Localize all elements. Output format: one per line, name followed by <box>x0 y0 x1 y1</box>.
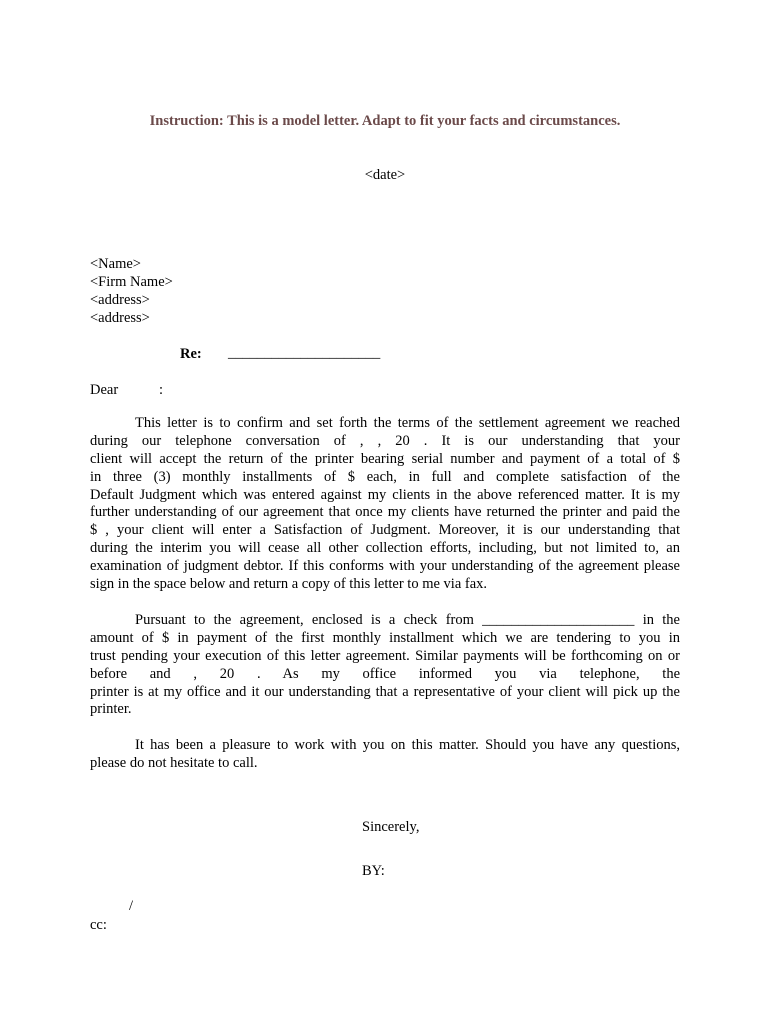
paragraph-1-line: further understanding of our agreement that once my clients have returned the printer and paid the <box>90 504 680 521</box>
cc-label: cc: <box>90 917 107 933</box>
paragraph-1-line: examination of judgment debtor. If this conforms with your understanding of the agreement please <box>90 558 680 575</box>
salutation-colon: : <box>159 382 164 398</box>
paragraph-1-line: client will accept the return of the printer bearing serial number and payment of a total of $ <box>90 450 680 467</box>
paragraph-2-line: amount of $ in payment of the first monthly installment which we are tendering to you in <box>90 629 680 646</box>
paragraph-1 <box>90 415 680 594</box>
initials-slash: / <box>129 898 134 914</box>
paragraph-3 <box>90 737 680 773</box>
paragraph-2 <box>90 612 680 719</box>
re-label: Re: <box>180 346 202 362</box>
salutation-dear: Dear <box>90 382 119 398</box>
paragraph-1-line: $ , your client will enter a Satisfaction of Judgment. Moreover, it is our understanding that <box>90 522 680 539</box>
date-placeholder: <date> <box>364 167 406 183</box>
paragraph-2-line: printer. <box>90 701 132 718</box>
paragraph-2-line: printer is at my office and it our understanding that a representative of your client will pick up the <box>90 683 680 700</box>
paragraph-2-line: before and , 20 . As my office informed you via telephone, the <box>90 665 680 682</box>
recipient-address-1: <address> <box>90 292 150 308</box>
re-blank: _____________________ <box>228 345 381 361</box>
paragraph-1-line: in three (3) monthly installments of $ each, in full and complete satisfaction of the <box>90 468 680 485</box>
recipient-firm: <Firm Name> <box>90 274 173 290</box>
paragraph-2-line: trust pending your execution of this letter agreement. Similar payments will be forthcoming on or <box>90 647 680 664</box>
recipient-address-2: <address> <box>90 310 150 326</box>
recipient-name: <Name> <box>90 256 141 272</box>
paragraph-3-line: please do not hesitate to call. <box>90 754 258 771</box>
paragraph-3-line: It has been a pleasure to work with you on this matter. Should you have any questions, <box>135 737 680 753</box>
paragraph-2-line: Pursuant to the agreement, enclosed is a check from _____________________ in the <box>135 612 680 628</box>
closing-sincerely: Sincerely, <box>362 819 420 835</box>
paragraph-1-line: during the interim you will cease all other collection efforts, including, but not limited to, an <box>90 540 680 557</box>
by-label: BY: <box>362 863 385 879</box>
paragraph-1-line: Default Judgment which was entered against my clients in the above referenced matter. It is my <box>90 486 680 503</box>
paragraph-1-line: This letter is to confirm and set forth the terms of the settlement agreement we reached <box>135 415 680 431</box>
paragraph-1-line: sign in the space below and return a copy of this letter to me via fax. <box>90 576 488 593</box>
paragraph-1-line: during our telephone conversation of , , 20 . It is our understanding that your <box>90 432 680 449</box>
instruction-heading: Instruction: This is a model letter. Adapt to fit your facts and circumstances. <box>149 113 621 129</box>
